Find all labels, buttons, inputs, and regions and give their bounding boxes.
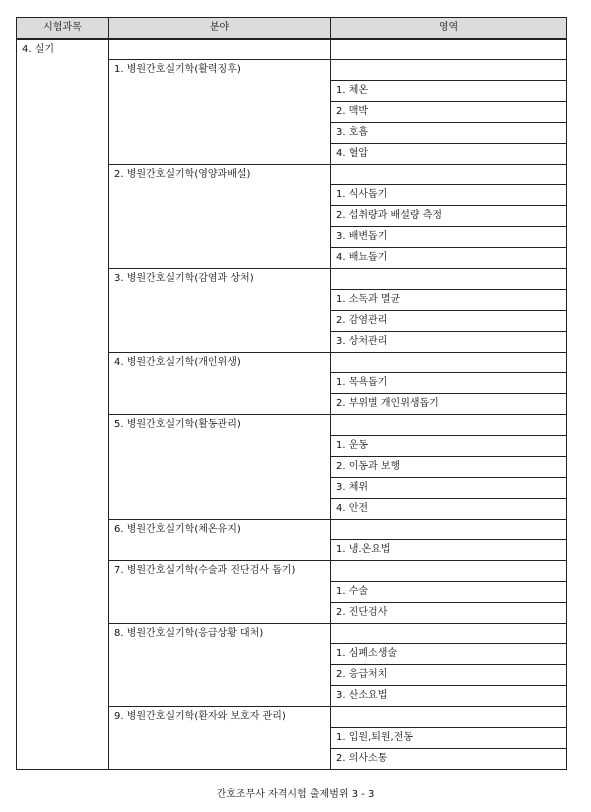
area-empty-cell	[331, 707, 567, 728]
area-cell: 1. 체온	[331, 80, 567, 101]
field-empty-cell	[109, 39, 331, 60]
area-cell: 2. 의사소통	[331, 748, 567, 769]
subject-cell: 4. 실기	[17, 39, 109, 769]
area-cell: 2. 맥박	[331, 101, 567, 122]
area-empty-cell	[331, 519, 567, 540]
area-empty-cell	[331, 561, 567, 582]
area-cell: 4. 혈압	[331, 143, 567, 164]
area-cell: 1. 냉.온요법	[331, 540, 567, 561]
header-area: 영역	[331, 18, 567, 40]
table-body	[17, 18, 567, 770]
area-empty-cell	[331, 623, 567, 644]
header-field: 분야	[109, 18, 331, 40]
subject-row	[17, 39, 567, 60]
field-cell: 9. 병원간호실기학(환자와 보호자 관리)	[109, 707, 331, 770]
field-cell: 6. 병원간호실기학(체온유지)	[109, 519, 331, 561]
area-cell: 4. 안전	[331, 498, 567, 519]
area-cell: 2. 부위별 개인위생돕기	[331, 394, 567, 415]
area-empty-cell	[331, 269, 567, 290]
area-cell: 2. 진단검사	[331, 602, 567, 623]
area-cell: 2. 감염관리	[331, 310, 567, 331]
area-cell: 1. 식사돕기	[331, 185, 567, 206]
area-empty-cell	[331, 415, 567, 436]
area-cell: 2. 이동과 보행	[331, 456, 567, 477]
area-cell: 2. 응급처치	[331, 665, 567, 686]
exam-scope-table	[16, 17, 567, 770]
area-cell: 2. 섭취량과 배설량 측정	[331, 206, 567, 227]
area-empty-cell	[331, 164, 567, 185]
area-cell: 1. 운동	[331, 435, 567, 456]
area-empty-cell	[331, 39, 567, 60]
field-cell: 3. 병원간호실기학(감염과 상처)	[109, 269, 331, 353]
area-cell: 1. 수술	[331, 581, 567, 602]
field-cell: 2. 병원간호실기학(영양과배설)	[109, 164, 331, 269]
field-cell: 8. 병원간호실기학(응급상황 대처)	[109, 623, 331, 707]
area-cell: 3. 산소요법	[331, 686, 567, 707]
area-cell: 1. 심폐소생술	[331, 644, 567, 665]
area-cell: 3. 체위	[331, 477, 567, 498]
area-empty-cell	[331, 352, 567, 373]
field-cell: 1. 병원간호실기학(활력징후)	[109, 60, 331, 165]
table-header-row	[17, 18, 567, 40]
area-cell: 1. 목욕돕기	[331, 373, 567, 394]
area-cell: 1. 소독과 멸균	[331, 289, 567, 310]
area-cell: 3. 상처관리	[331, 331, 567, 352]
area-cell: 3. 호흡	[331, 122, 567, 143]
area-cell: 1. 입원,퇴원,전동	[331, 727, 567, 748]
header-subject: 시험과목	[17, 18, 109, 40]
field-cell: 5. 병원간호실기학(활동관리)	[109, 415, 331, 520]
field-cell: 4. 병원간호실기학(개인위생)	[109, 352, 331, 415]
field-cell: 7. 병원간호실기학(수술과 진단검사 돕기)	[109, 561, 331, 624]
page-footer: 간호조무사 자격시험 출제범위 3 - 3	[216, 789, 375, 800]
area-cell: 3. 배변돕기	[331, 227, 567, 248]
area-empty-cell	[331, 60, 567, 81]
area-cell: 4. 배뇨돕기	[331, 248, 567, 269]
